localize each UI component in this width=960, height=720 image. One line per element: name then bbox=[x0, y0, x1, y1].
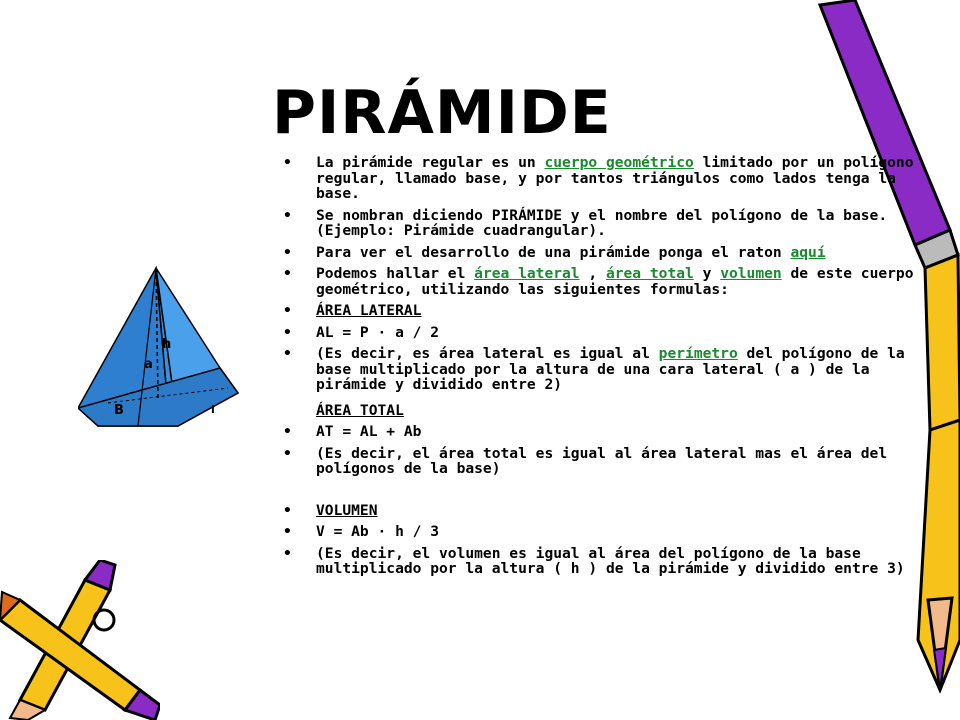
link-perimetro[interactable]: perímetro bbox=[658, 345, 738, 362]
list-item: • (Es decir, el volumen es igual al área del polígono de la base multiplicado por la altura ( h ) de la pirámide y dividido entre 3) bbox=[283, 546, 923, 577]
link-cuerpo-geometrico[interactable]: cuerpo geométrico bbox=[544, 154, 694, 171]
list-item bbox=[283, 303, 923, 319]
link-aqui[interactable]: aquí bbox=[790, 243, 826, 261]
list-item bbox=[283, 503, 923, 519]
list-item: • Podemos hallar el área lateral , área total y volumen de este cuerpo geométrico, utilizando las siguientes formulas: bbox=[283, 266, 923, 297]
figure-label-b: B bbox=[114, 403, 124, 418]
formula-volumen: V = Ab · h / 3 bbox=[316, 523, 440, 540]
list-item bbox=[283, 403, 923, 419]
list-item: • Se nombran diciendo PIRÁMIDE y el nombre del polígono de la base. (Ejemplo: Pirámide cuadrangular). bbox=[283, 208, 923, 239]
heading-volumen: VOLUMEN bbox=[316, 501, 378, 519]
content-list bbox=[283, 155, 923, 583]
list-item bbox=[283, 325, 923, 341]
heading-area-total: ÁREA TOTAL bbox=[316, 401, 404, 419]
pyramid-figure bbox=[78, 248, 250, 430]
heading-area-lateral: ÁREA LATERAL bbox=[316, 302, 422, 319]
list-item bbox=[283, 424, 923, 440]
slide-title: PIRÁMIDE bbox=[272, 78, 612, 148]
link-volumen[interactable]: volumen bbox=[720, 265, 782, 282]
link-area-total[interactable]: área total bbox=[605, 265, 694, 282]
list-item: • (Es decir, es área lateral es igual al perímetro del polígono de la base multiplicado por la altura de una cara lateral ( a ) de la pirámide y dividido entre 2) bbox=[283, 346, 923, 393]
list-item: • Para ver el desarrollo de una pirámide ponga el raton aquí bbox=[283, 245, 923, 261]
crossed-pencils-icon bbox=[0, 560, 160, 720]
formula-area-lateral: AL = P · a / 2 bbox=[316, 323, 440, 341]
formula-area-total: AT = AL + Ab bbox=[316, 423, 422, 440]
figure-label-h: h bbox=[162, 337, 172, 352]
figure-label-l: l bbox=[211, 403, 215, 416]
list-item: • La pirámide regular es un cuerpo geométrico limitado por un polígono regular, llamado base, y por tantos triángulos como lados tenga la base. bbox=[283, 155, 923, 202]
list-item bbox=[283, 524, 923, 540]
list-item: • (Es decir, el área total es igual al área lateral mas el área del polígonos de la base) bbox=[283, 446, 923, 477]
link-area-lateral[interactable]: área lateral bbox=[474, 265, 580, 282]
figure-label-a: a bbox=[144, 357, 153, 372]
